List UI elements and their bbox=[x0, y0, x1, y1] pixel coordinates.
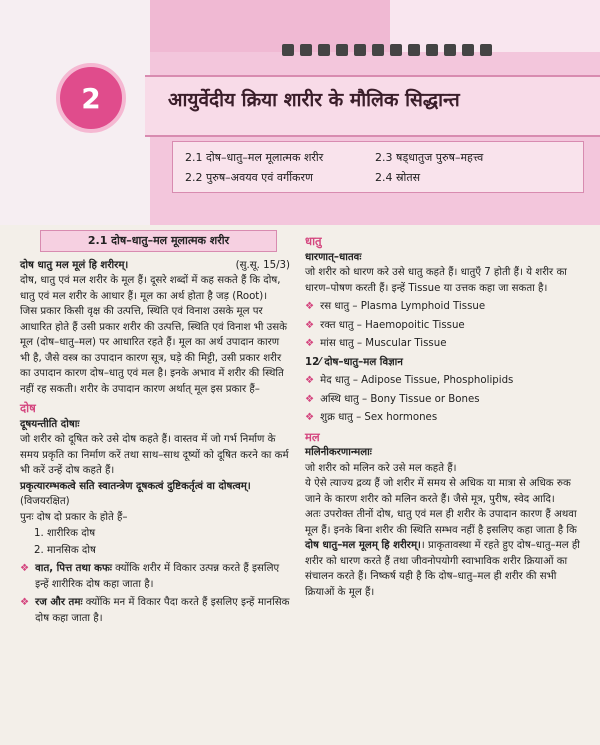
list-item: 2. मानसिक दोष bbox=[34, 544, 96, 556]
right-column bbox=[305, 230, 587, 600]
sloka: प्रकृत्यारम्भकत्वे सति स्वातन्त्रेण दूषकत्वं दुष्टिकर्तृत्वं वा दोषत्वम्। bbox=[20, 480, 251, 492]
bullet-icon: ❖ bbox=[305, 319, 315, 331]
toc-item: 2.3 षड्धातुज पुरुष–महत्त्व bbox=[375, 151, 484, 164]
chapter-title: आयुर्वेदीय क्रिया शारीर के मौलिक सिद्धान्त bbox=[168, 89, 460, 111]
paragraph: जिस प्रकार किसी वृक्ष की उत्पत्ति, स्थिति एवं विनाश उसके मूल पर आधारित होते हैं उसी प्रकार शरीर की उत्पत्ति, स्थिति एवं विनाश भी उसके मूल (दोष–धातु–मल) पर आधारित रहते हैं। मूल का अर्थ उपादान कारण भी है, जैसे वस्त्र का उपादान कारण सूत्र, घड़े की मिट्टी, उसी प्रकार शरीर का उपादान कारण दोष–धातु एवं मल है। इनके अभाव में शरीर की स्थिति नहीं रह सकती। शरीर के उपादान कारण अर्थात् मूल इस प्रकार हैं– bbox=[20, 306, 287, 395]
left-column bbox=[20, 230, 290, 629]
paragraph: अतः उपरोक्त तीनों दोष, धातु एवं मल ही शरीर के उपादान कारण हैं अथवा मूल हैं। इनके बिना शरीर की स्थिति सम्भव नहीं है इसलिए कहा जाता है कि दोष धातु–मल मूलम् हि शरीरम्।। प्राकृतावस्था में रहते हुए दोष–धातु–मल ही शरीर को धारण करते हैं तथा जीवनोपयोगी स्वाभाविक शरीर क्रियाओं का संचालन करते हैं। निष्कर्ष यही है कि दोष–धातु–मल ही शरीर की सभी क्रियाओं के मूल हैं। bbox=[305, 509, 580, 598]
sloka: दूषयन्तीति दोषाः bbox=[20, 418, 80, 430]
toc-item: 2.1 दोष–धातु–मल मूलात्मक शरीर bbox=[185, 151, 324, 164]
dhatu-list-item: ❖ रस धातु – Plasma Lymphoid Tissue bbox=[305, 299, 587, 315]
bullet-icon: ❖ bbox=[20, 563, 30, 574]
paragraph: ये ऐसे त्याज्य द्रव्य हैं जो शरीर में समय से अधिक या मात्रा से अधिक रुक जाने के कारण शरीर को मलिन करते हैं। जैसे मूत्र, पुरीष, स्वेद आदि। bbox=[305, 478, 571, 505]
chapter-contents-box bbox=[172, 141, 584, 193]
dhatu-list-item: ❖ मांस धातु – Muscular Tissue bbox=[305, 336, 587, 352]
bullet-term: वात, पित्त तथा कफः bbox=[35, 563, 112, 574]
bullet-icon: ❖ bbox=[305, 393, 315, 405]
paragraph: दोष, धातु एवं मल शरीर के मूल हैं। दूसरे शब्दों में कह सकते हैं कि दोष, धातु एवं मल शरीर के आधार हैं। मूल का अर्थ होता है जड़ (Root)। bbox=[20, 275, 281, 302]
decorative-dots bbox=[282, 44, 522, 58]
toc-item: 2.2 पुरुष–अवयव एवं वर्गीकरण bbox=[185, 171, 313, 184]
subheading-dosha: दोष bbox=[20, 401, 36, 415]
sloka-line bbox=[20, 258, 290, 274]
paragraph: पुनः दोष दो प्रकार के होते हैं– bbox=[20, 511, 128, 523]
sloka-reference: (सु.सू. 15/3) bbox=[235, 259, 290, 271]
bullet-icon: ❖ bbox=[305, 412, 315, 423]
bullet-text: क्योंकि मन में विकार पैदा करते हैं इसलिए इन्हें मानसिक दोष कहा जाता है। bbox=[35, 597, 290, 624]
sloka: मलिनीकरणान्मलाः bbox=[305, 447, 372, 458]
dhatu-list-item: ❖ मेद धातु – Adipose Tissue, Phospholipids bbox=[305, 373, 587, 389]
bullet-item bbox=[20, 561, 290, 592]
running-head: 12⁄ दोष–धातु–मल विज्ञान bbox=[305, 356, 403, 368]
section-heading: 2.1 दोष–धातु–मल मूलात्मक शरीर bbox=[40, 230, 277, 252]
bullet-icon: ❖ bbox=[305, 301, 315, 312]
bullet-icon: ❖ bbox=[305, 338, 315, 349]
chapter-header bbox=[0, 0, 600, 225]
paragraph: जो शरीर को दूषित करे उसे दोष कहते हैं। वास्तव में जो गर्भ निर्माण के समय प्रकृति का निर्माण करें तथा साथ–साथ दूष्यों को दूषित करने का कर्म भी करें उन्हें दोष कहते हैं। bbox=[20, 434, 289, 476]
list-item: 1. शारीरिक दोष bbox=[34, 528, 96, 539]
bullet-term: रज और तमः bbox=[35, 597, 83, 608]
sloka: दोष धातु मल मूलं हि शरीरम्। bbox=[20, 259, 129, 271]
sloka-reference: (विजयरक्षित) bbox=[20, 496, 70, 507]
bullet-icon: ❖ bbox=[20, 597, 30, 608]
bullet-icon: ❖ bbox=[305, 375, 315, 386]
subheading-dhatu: धातु bbox=[305, 234, 322, 248]
toc-item: 2.4 स्रोतस bbox=[375, 171, 421, 184]
bullet-text: क्योंकि शरीर में विकार उत्पन्न करते हैं इसलिए इन्हें शारीरिक दोष कहा जाता है। bbox=[35, 563, 280, 590]
paragraph: जो शरीर को मलिन करे उसे मल कहते हैं। bbox=[305, 462, 457, 474]
bullet-item bbox=[20, 595, 290, 626]
subheading-mala: मल bbox=[305, 429, 320, 444]
dhatu-list-item: ❖ रक्त धातु – Haemopoitic Tissue bbox=[305, 318, 587, 334]
chapter-number-badge: 2 bbox=[56, 63, 126, 133]
paragraph: जो शरीर को धारण करे उसे धातु कहते हैं। धातुएँ 7 होती हैं। ये शरीर का धारण–पोषण करती हैं। इन्हें Tissue या उत्तक कहा जा सकता है। bbox=[305, 267, 567, 294]
dhatu-list-item: ❖ शुक्र धातु – Sex hormones bbox=[305, 410, 587, 426]
sloka: धारणात्–धातवः bbox=[305, 251, 362, 263]
dhatu-list-item: ❖ अस्थि धातु – Bony Tissue or Bones bbox=[305, 392, 587, 408]
